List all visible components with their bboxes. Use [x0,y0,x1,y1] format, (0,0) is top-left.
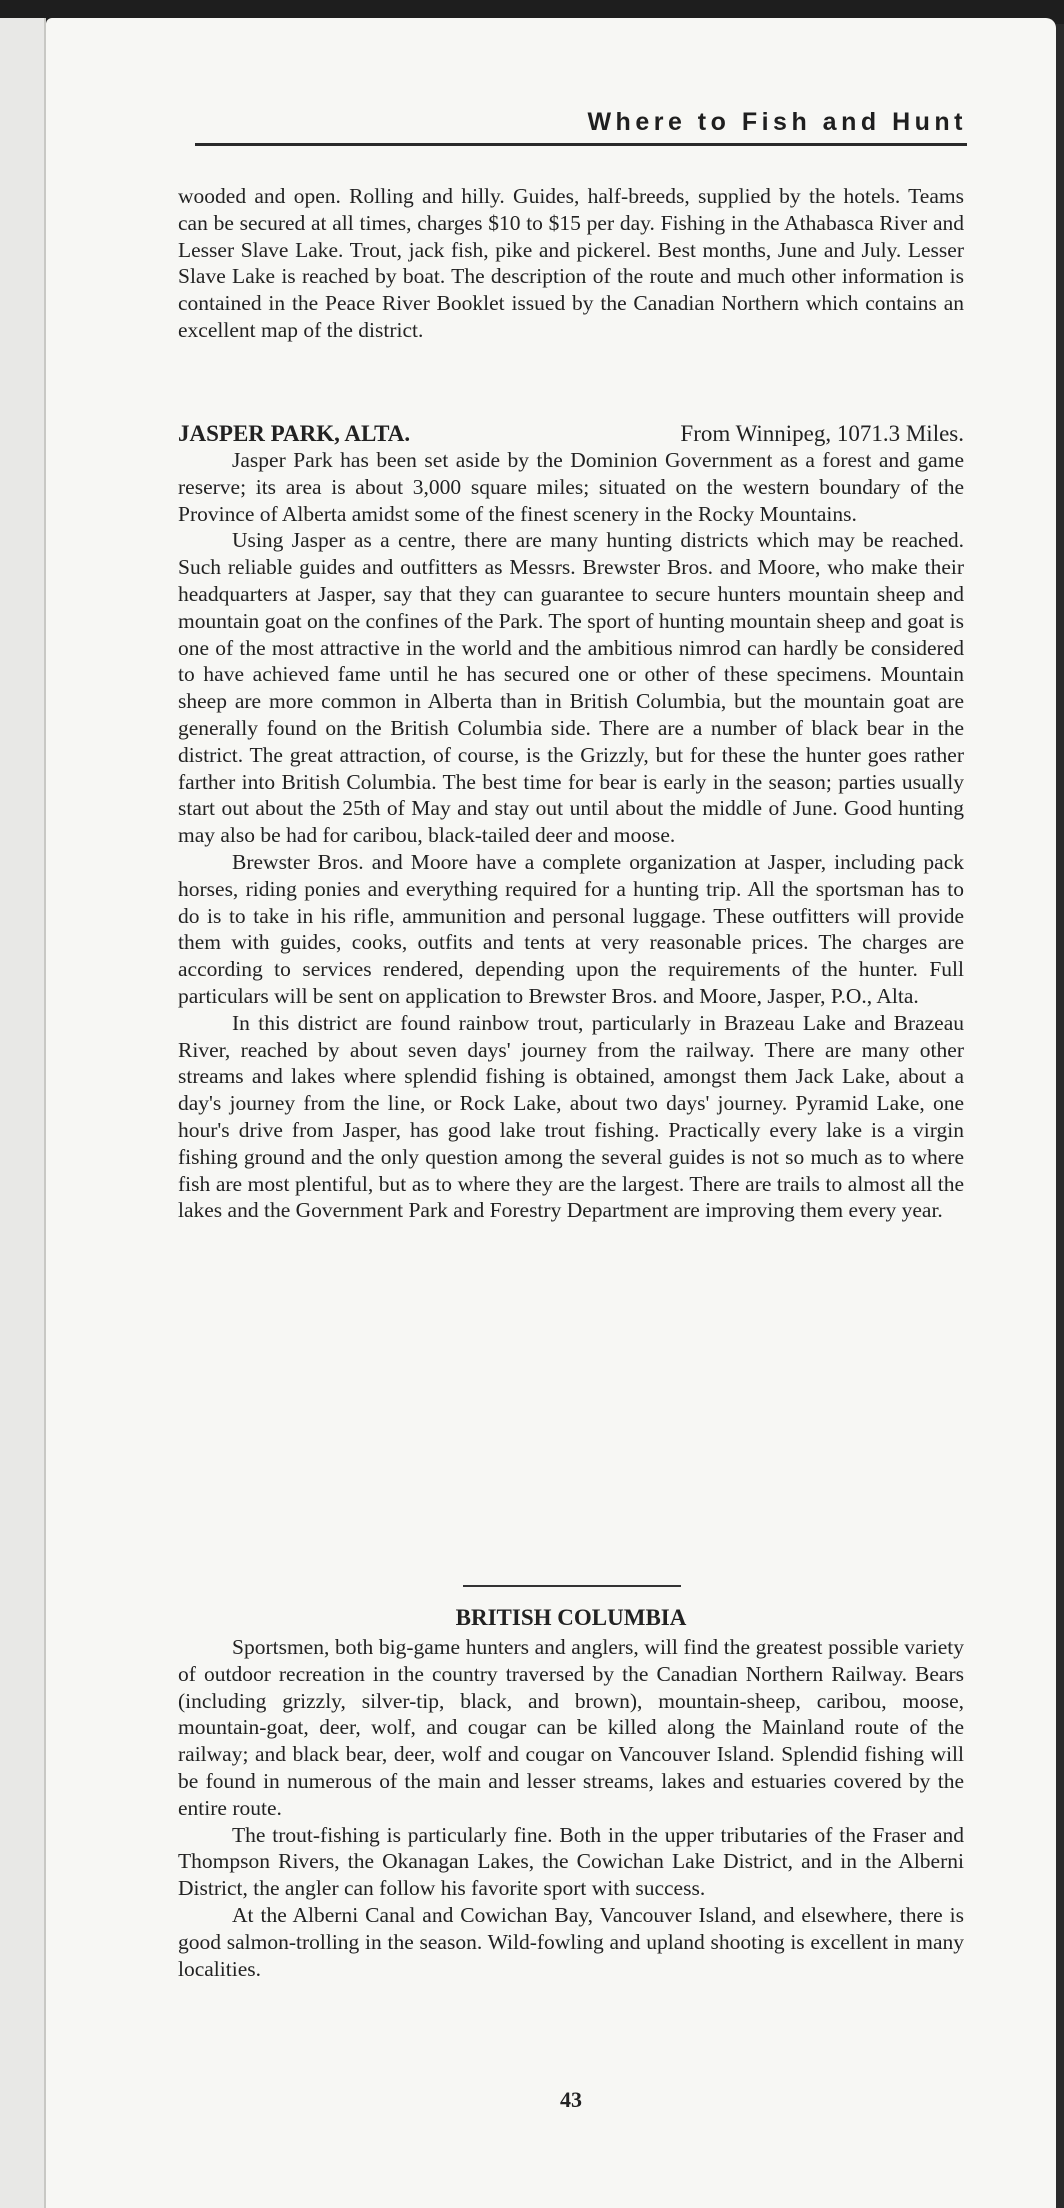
jasper-paragraph-4: In this district are found rainbow trout, particularly in Brazeau Lake and Brazeau River, reached by about seven days' journey from the railway. There are many other streams and lakes where splendid fishing is obtained, amongst them Jack Lake, about a day's journey from the line, or Rock Lake, about two days' journey. Pyramid Lake, one hour's drive from Jasper, has good lake trout fishing. Practically every lake is a virgin fishing ground and the only question among the several guides is not so much as to where fish are most plentiful, but as to where they are the largest. There are trails to almost all the lakes and the Government Park and Forestry Department are improving them every year. [178,1010,964,1223]
running-head: Where to Fish and Hunt [587,108,967,136]
british-columbia-section [178,1634,964,1982]
jasper-entry-heading [178,420,964,447]
jasper-paragraph-2: Using Jasper as a centre, there are many hunting districts which may be reached. Such reliable guides and outfitters as Messrs. Brewster Bros. and Moore, who make their headquarters at Jasper, say that they can guarantee to secure hunters mountain sheep and mountain goat on the confines of the Park. The sport of hunting mountain sheep and goat is one of the most attractive in the world and the ambitious nimrod can hardly be considered to have achieved fame until he has secured one or other of these specimens. Mountain sheep are more common in Alberta than in British Columbia, but the mountain goat are generally found on the British Columbia side. There are a number of black bear in the district. The great attraction, of course, is the Grizzly, but for these the hunter goes rather farther into British Columbia. The best time for bear is early in the season; parties usually start out about the 25th of May and stay out until about the middle of June. Good hunting may also be had for caribou, black-tailed deer and moose. [178,528,964,848]
british-columbia-heading: BRITISH COLUMBIA [455,1605,687,1630]
jasper-paragraph-3: Brewster Bros. and Moore have a complete organization at Jasper, including pack horses, riding ponies and everything required for a hunting trip. All the sportsman has to do is to take in his rifle, ammunition and personal luggage. These outfitters will provide them with guides, cooks, outfits and tents at very reasonable prices. The charges are according to services rendered, depending upon the requirements of the hunter. Full particulars will be sent on application to Brewster Bros. and Moore, Jasper, P.O., Alta. [178,849,964,1008]
jasper-distance: From Winnipeg, 1071.3 Miles. [680,421,964,446]
header-rule [195,143,967,146]
intro-block [178,183,964,344]
facing-page-edge [0,18,46,2208]
intro-paragraph: wooded and open. Rolling and hilly. Guides, half-breeds, supplied by the hotels. Teams can be secured at all times, charges $10 to $15 per day. Fishing in the Athabasca River and Lesser Slave Lake. Trout, jack fish, pike and pickerel. Best months, June and July. Lesser Slave Lake is reached by boat. The description of the route and much other information is contained in the Peace River Booklet issued by the Canadian Northern which contains an excellent map of the district. [178,184,964,342]
jasper-section [178,420,964,1224]
bc-paragraph-2: The trout-fishing is particularly fine. Both in the upper tributaries of the Fraser and Thompson Rivers, the Okanagan Lakes, the Cowichan Lake District, and in the Alberni District, the angler can follow his favorite sport with success. [178,1822,964,1901]
bc-paragraph-1: Sportsmen, both big-game hunters and anglers, will find the greatest possible variety of outdoor recreation in the country traversed by the Canadian Northern Railway. Bears (including grizzly, silver-tip, black, and brown), mountain-sheep, caribou, moose, mountain-goat, deer, wolf, and cougar can be killed along the Mainland route of the railway; and black bear, deer, wolf and cougar on Vancouver Island. Splendid fishing will be found in numerous of the main and lesser streams, lakes and estuaries covered by the entire route. [178,1635,964,1820]
jasper-heading: JASPER PARK, ALTA. [178,421,411,446]
scan-right-border [1056,24,1064,2208]
section-divider [463,1585,681,1587]
bc-paragraph-3: At the Alberni Canal and Cowichan Bay, Vancouver Island, and elsewhere, there is good salmon-trolling in the season. Wild-fowling and upland shooting is excellent in many localities. [178,1902,964,1981]
jasper-paragraph-1: Jasper Park has been set aside by the Dominion Government as a forest and game reserve; its area is about 3,000 square miles; situated on the western boundary of the Province of Alberta amidst some of the finest scenery in the Rocky Mountains. [178,448,964,526]
page-number: 43 [560,2087,582,2112]
